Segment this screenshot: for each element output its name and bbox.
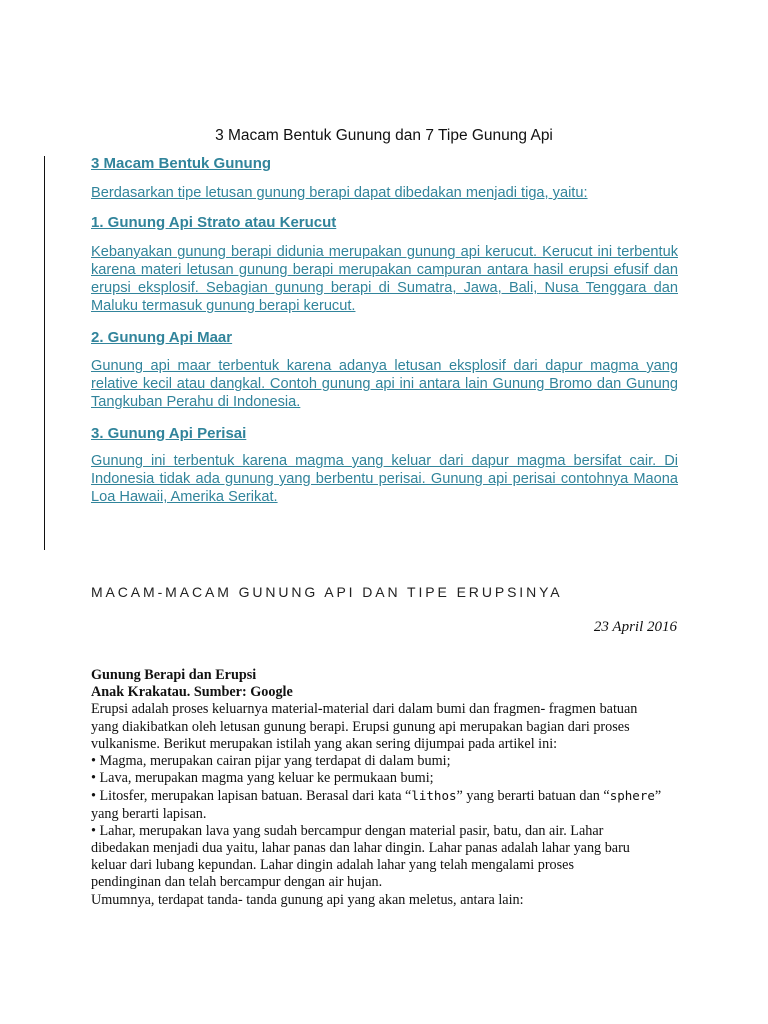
term-lithos: lithos — [411, 788, 457, 804]
article-banner-title: MACAM-MACAM GUNUNG API DAN TIPE ERUPSINYA — [91, 584, 563, 600]
section-heading[interactable]: 3 Macam Bentuk Gunung — [91, 155, 272, 172]
article-image-caption: Anak Krakatau. Sumber: Google — [91, 684, 293, 701]
article-line: vulkanisme. Berikut merupakan istilah yang akan sering dijumpai pada artikel ini: — [91, 735, 558, 752]
article-date: 23 April 2016 — [593, 619, 677, 635]
bullet-magma: • Magma, merupakan cairan pijar yang terdapat di dalam bumi; — [91, 753, 451, 770]
bullet-text: ” yang berarti batuan dan “ — [456, 788, 610, 805]
bullet-text: • Litosfer, merupakan lapisan batuan. Berasal dari kata “ — [91, 788, 412, 805]
type-body-perisai[interactable]: Gunung ini terbentuk karena magma yang keluar dari dapur magma bersifat cair. Di Indonesia tidak ada gunung yang berbentu perisai. Gunung api perisai contohnya Maona Loa Hawaii, Amerika Serikat. — [91, 453, 678, 505]
bullet-litosfer-cont: yang berarti lapisan. — [91, 805, 207, 822]
bullet-text: ” — [654, 788, 662, 805]
type-heading-perisai[interactable]: 3. Gunung Api Perisai — [91, 425, 247, 442]
bullet-lahar-cont: dibedakan menjadi dua yaitu, lahar panas dan lahar dingin. Lahar panas adalah lahar yang baru — [91, 840, 630, 857]
article-heading: Gunung Berapi dan Erupsi — [91, 667, 257, 683]
type-body-maar[interactable]: Gunung api maar terbentuk karena adanya letusan eksplosif dari dapur magma yang relative kecil atau dangkal. Contoh gunung api ini antara lain Gunung Bromo dan Gunung Tangkuban Perahu di Indonesia. — [91, 358, 678, 410]
article-line: Umumnya, terdapat tanda- tanda gunung api yang akan meletus, antara lain: — [91, 891, 524, 908]
margin-bar — [44, 156, 45, 550]
type-heading-maar[interactable]: 2. Gunung Api Maar — [91, 329, 233, 346]
bullet-litosfer — [91, 787, 691, 805]
bullet-lahar-cont: pendinginan dan telah bercampur dengan air hujan. — [91, 874, 383, 891]
bullet-lahar: • Lahar, merupakan lava yang sudah bercampur dengan material pasir, batu, dan air. Lahar — [91, 822, 604, 839]
term-sphere: sphere — [609, 788, 655, 804]
type-body-strato[interactable]: Kebanyakan gunung berapi didunia merupakan gunung api kerucut. Kerucut ini terbentuk karena materi letusan gunung berapi merupakan campuran antara hasil erupsi efusif dan erupsi eksplosif. Sebagian gunung berapi di Sumatra, Jawa, Bali, Nusa Tenggara dan Maluku termasuk gunung berapi kerucut. — [91, 244, 678, 314]
document-title: 3 Macam Bentuk Gunung dan 7 Tipe Gunung Api — [215, 127, 553, 144]
type-heading-strato[interactable]: 1. Gunung Api Strato atau Kerucut — [91, 214, 337, 231]
bullet-lava: • Lava, merupakan magma yang keluar ke permukaan bumi; — [91, 770, 434, 787]
bullet-lahar-cont: keluar dari lubang kepundan. Lahar dingin adalah lahar yang telah mengalami proses — [91, 857, 574, 874]
article-body — [91, 667, 691, 909]
intro-paragraph[interactable]: Berdasarkan tipe letusan gunung berapi dapat dibedakan menjadi tiga, yaitu: — [91, 185, 588, 201]
article-line: Erupsi adalah proses keluarnya material-material dari dalam bumi dan fragmen- fragmen batuan — [91, 701, 638, 718]
article-line: yang diakibatkan oleh letusan gunung berapi. Erupsi gunung api merupakan bagian dari proses — [91, 718, 630, 735]
